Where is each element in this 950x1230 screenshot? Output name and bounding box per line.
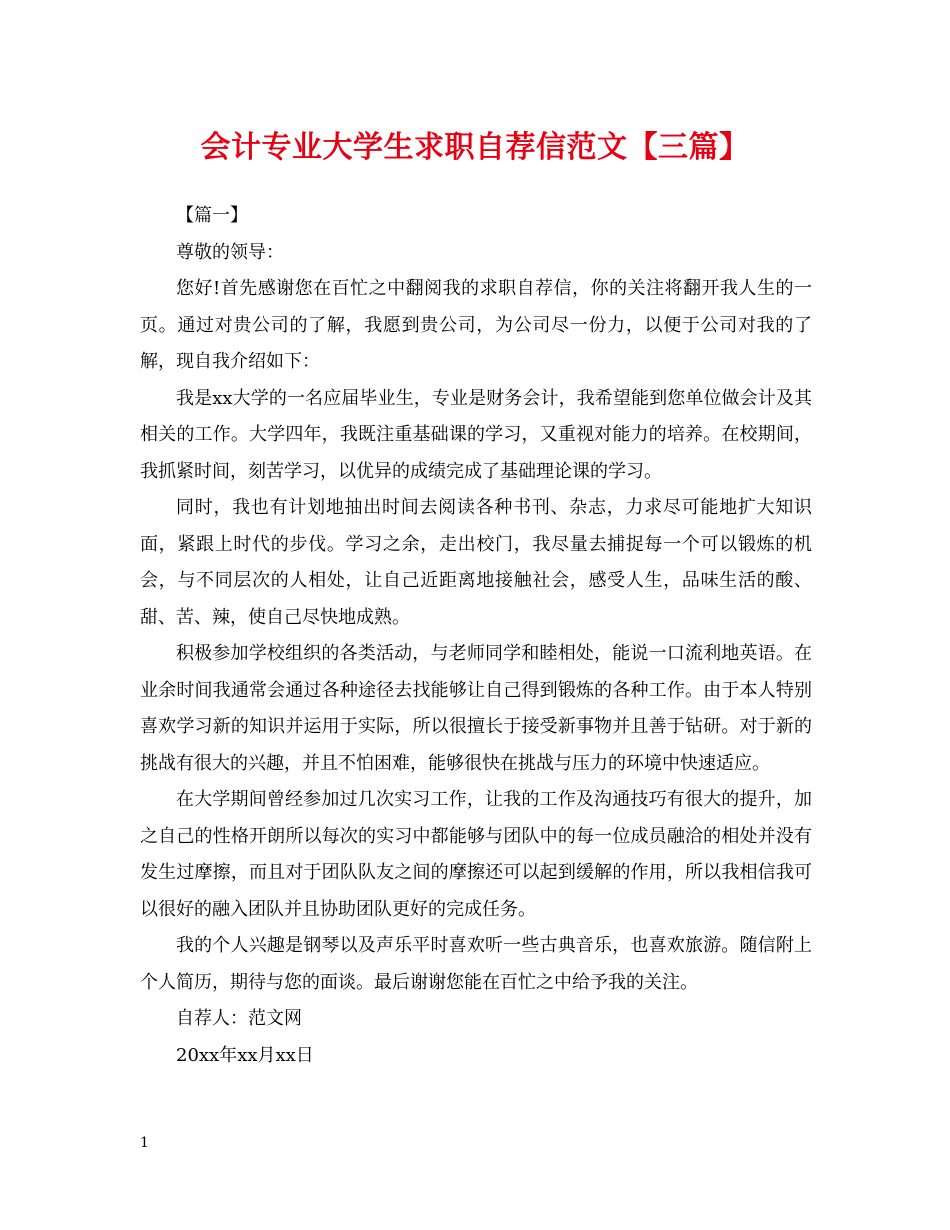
signature: 自荐人：范文网 <box>176 1008 302 1029</box>
paragraph: 同时，我也有计划地抽出时间去阅读各种书刊、杂志，力求尽可能地扩大知识面，紧跟上时代的步伐。学习之余，走出校门，我尽量去捕捉每一个可以锻炼的机会，与不同层次的人相处，让自己近距离地接触社会，感受人生，品味生活的酸、甜、苦、辣，使自己尽快地成熟。 <box>140 497 812 628</box>
greeting: 尊敬的领导： <box>176 241 284 263</box>
paragraph: 我是xx大学的一名应届毕业生，专业是财务会计，我希望能到您单位做会计及其相关的工作。大学四年，我既注重基础课的学习，又重视对能力的培养。在校期间，我抓紧时间，刻苦学习，以优异的成绩完成了基础理论课的学习。 <box>140 387 812 482</box>
date: 20xx年xx月xx日 <box>176 1044 314 1066</box>
document-title: 会计专业大学生求职自荐信范文【三篇】 <box>200 130 750 165</box>
document-body <box>140 198 812 1074</box>
paragraph: 积极参加学校组织的各类活动，与老师同学和睦相处，能说一口流利地英语。在业余时间我通常会通过各种途径去找能够让自己得到锻炼的各种工作。由于本人特别喜欢学习新的知识并运用于实际，所以很擅长于接受新事物并且善于钻研。对于新的挑战有很大的兴趣，并且不怕困难，能够很快在挑战与压力的环境中快速适应。 <box>140 643 812 774</box>
paragraph: 您好!首先感谢您在百忙之中翻阅我的求职自荐信，你的关注将翻开我人生的一页。通过对贵公司的了解，我愿到贵公司，为公司尽一份力，以便于公司对我的了解，现自我介绍如下： <box>140 278 812 372</box>
paragraph: 我的个人兴趣是钢琴以及声乐平时喜欢听一些古典音乐，也喜欢旅游。随信附上个人简历，期待与您的面谈。最后谢谢您能在百忙之中给予我的关注。 <box>140 935 812 993</box>
page-number: 1 <box>140 1135 149 1151</box>
paragraph: 在大学期间曾经参加过几次实习工作，让我的工作及沟通技巧有很大的提升，加之自己的性格开朗所以每次的实习中都能够与团队中的每一位成员融洽的相处并没有发生过摩擦，而且对于团队队友之间的摩擦还可以起到缓解的作用，所以我相信我可以很好的融入团队并且协助团队更好的完成任务。 <box>140 789 812 920</box>
section-label: 【篇一】 <box>176 205 248 226</box>
